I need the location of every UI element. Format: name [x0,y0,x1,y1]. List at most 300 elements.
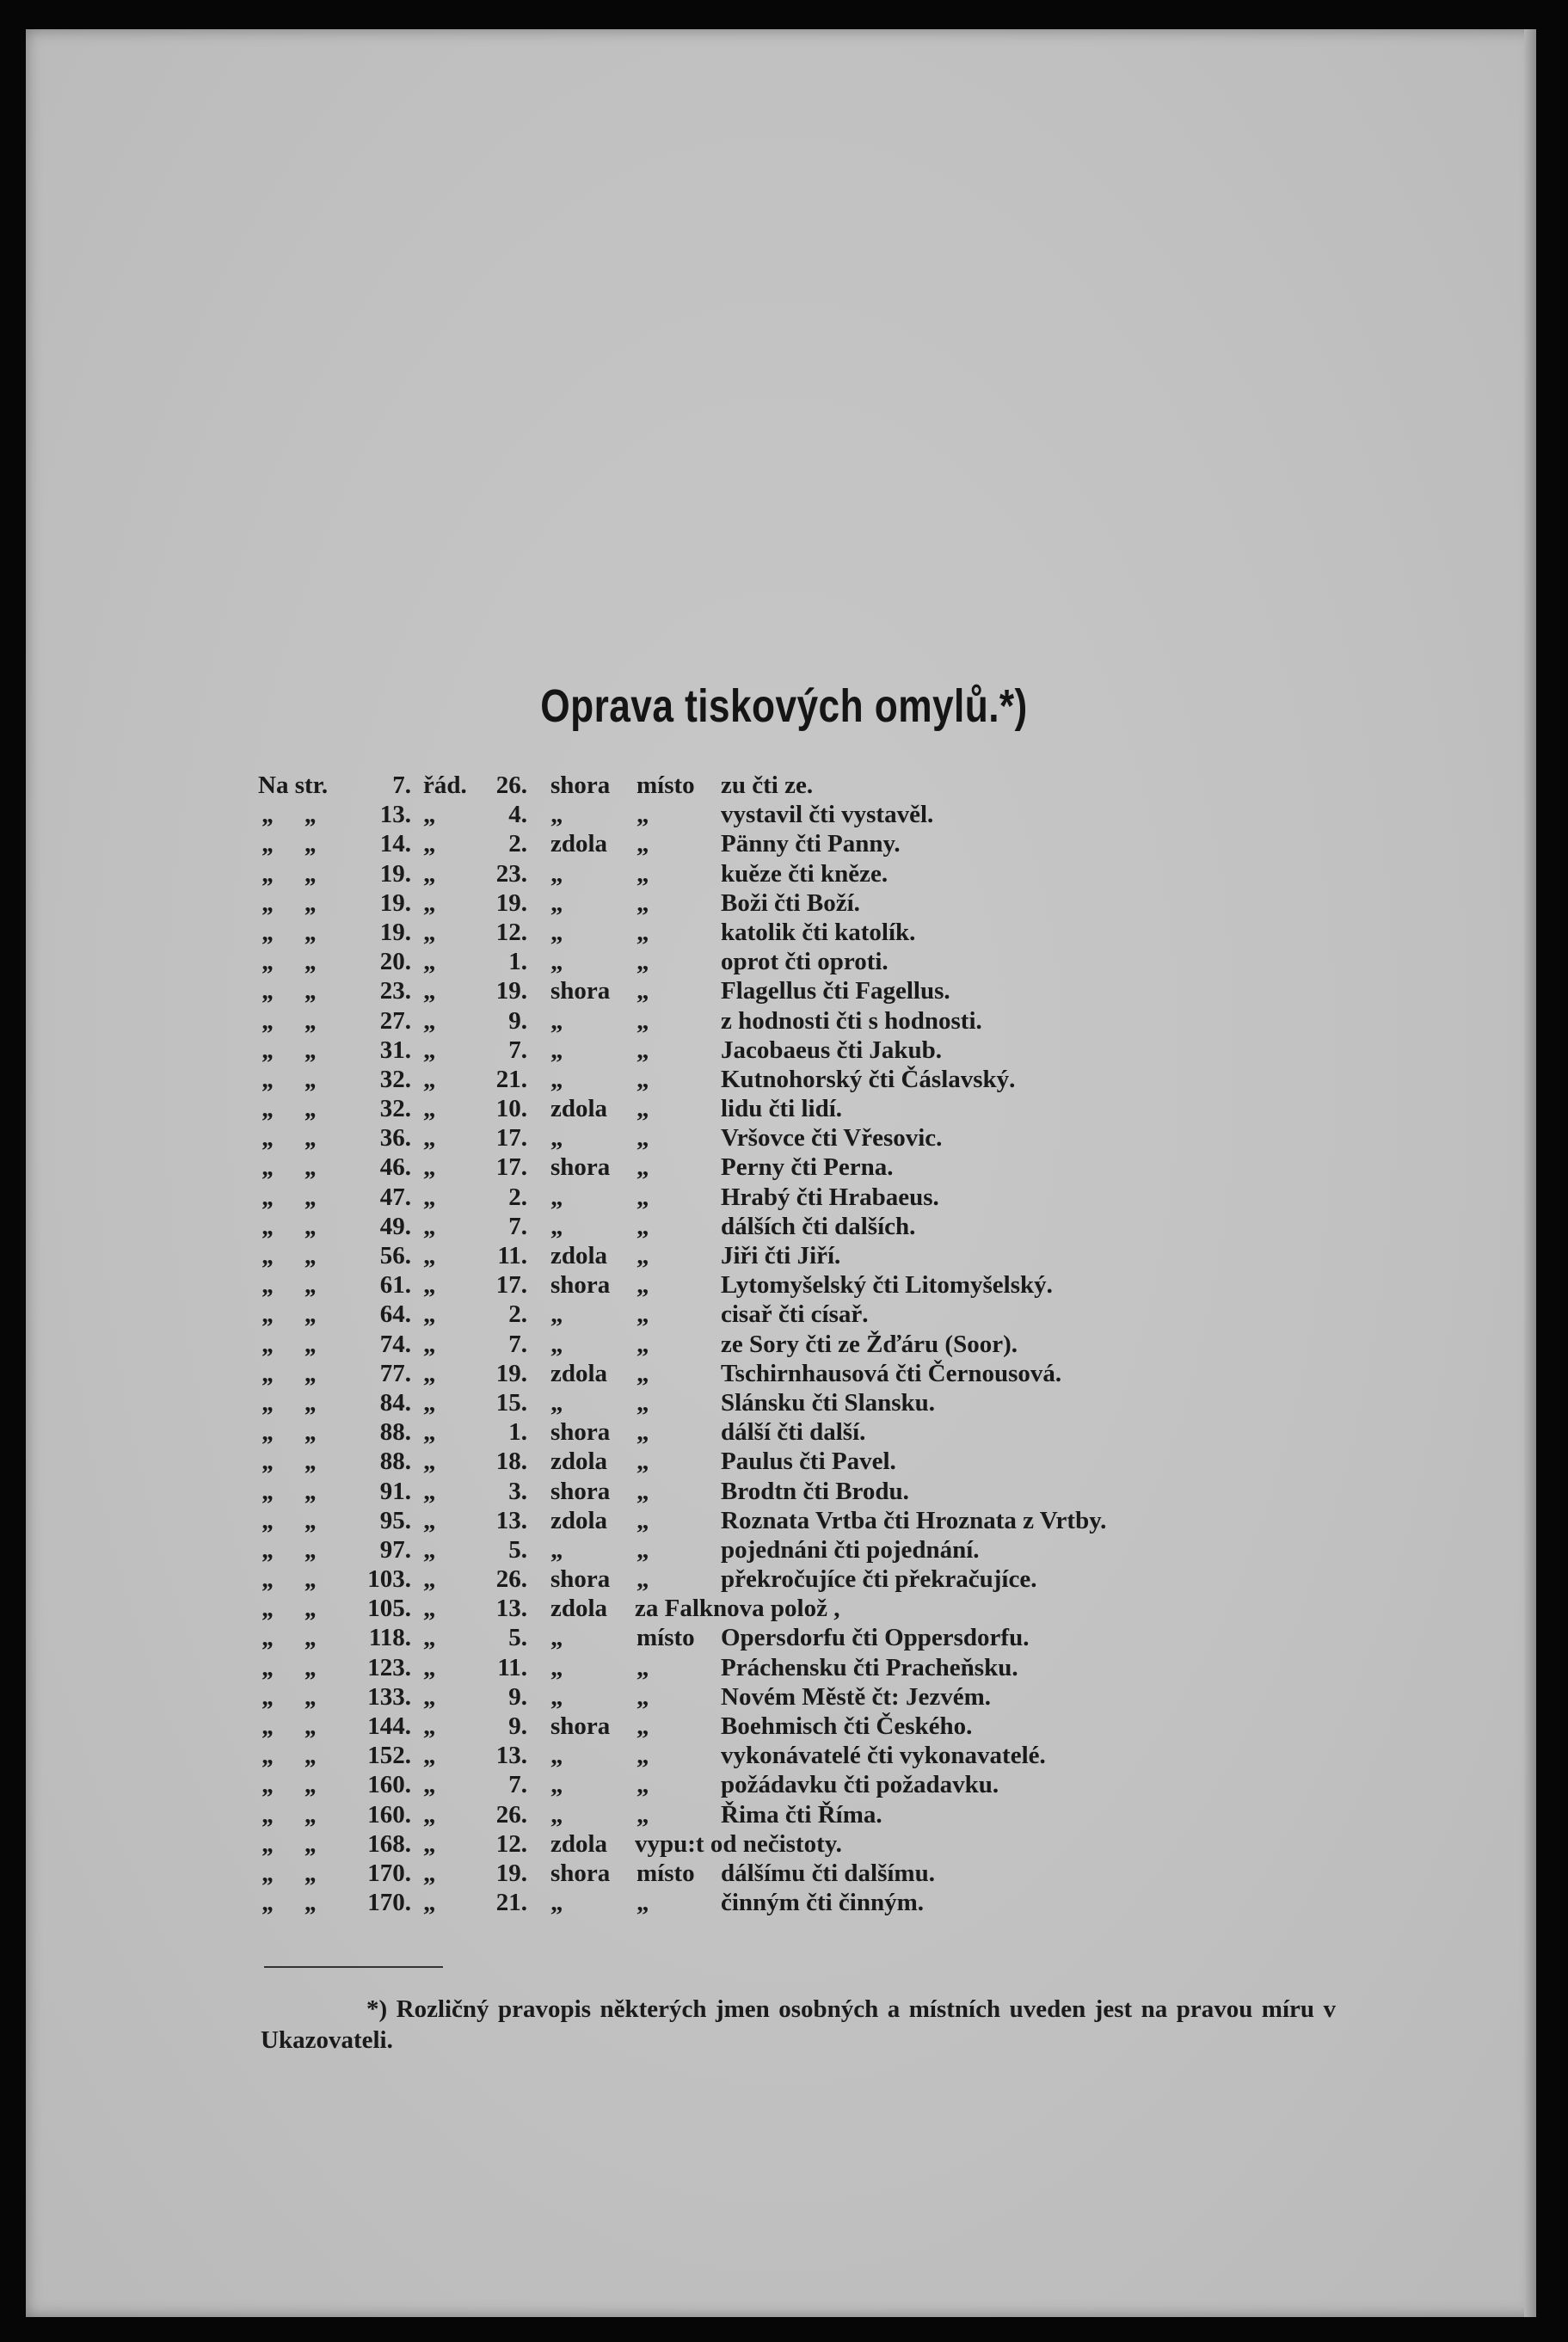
row-ditto-mark: „ „ [262,859,330,888]
row-ditto-mark: „ „ [262,1771,330,1799]
row-page: 105. [367,1595,411,1623]
errata-row [0,1388,1568,1417]
row-ditto-mark: „ „ [262,948,330,976]
row-ditto-mark: „ „ [262,1859,330,1887]
row-rad-ditto: „ [423,1712,436,1740]
row-correction: Slánsku čti Slansku. [721,1388,936,1417]
row-page: 168. [367,1829,411,1858]
row-ditto-mark: „ „ [262,1183,330,1211]
row-ditto-mark: „ „ [262,1300,330,1329]
row-page: 20. [379,948,411,976]
row-direction: „ [550,1006,563,1035]
row-ditto-mark: „ „ [262,1742,330,1770]
row-page: 123. [367,1653,411,1681]
row-misto: „ [636,801,649,829]
row-correction: Brodtn čti Brodu. [721,1477,909,1505]
errata-row [0,1359,1568,1388]
row-line: 9. [508,1006,527,1035]
row-rad-ditto: „ [423,1653,436,1681]
row-rad-ditto: „ [423,1124,436,1153]
row-direction: „ [550,1653,563,1681]
row-ditto-mark: „ „ [262,1153,330,1182]
row-misto: „ [636,1771,649,1799]
row-line: 10. [495,1095,527,1123]
row-rad-ditto: „ [423,1212,436,1240]
row-correction: dálšímu čti dalšímu. [721,1859,935,1887]
row-direction: „ [550,888,563,917]
row-ditto-mark: „ „ [262,1388,330,1417]
row-direction: „ [550,801,563,829]
row-rad-ditto: „ [423,1448,436,1476]
errata-list [0,771,1568,1917]
errata-row [0,947,1568,976]
row-page: 144. [367,1712,411,1740]
row-correction: ze Sory čti ze Žďáru (Soor). [721,1330,1018,1358]
errata-row [0,1800,1568,1829]
row-correction: Jacobaeus čti Jakub. [721,1036,943,1064]
row-page: 160. [367,1800,411,1829]
row-rad-ditto: „ [423,1006,436,1035]
row-correction: činným čti činným. [721,1889,925,1917]
row-direction: zdola [550,1448,608,1476]
row-ditto-mark: „ „ [262,1535,330,1564]
row-line: 2. [508,1300,527,1329]
row-ditto-mark: „ „ [262,1330,330,1358]
row-page: 95. [379,1506,411,1534]
errata-row [0,800,1568,829]
row-rad-ditto: „ [423,1153,436,1182]
row-direction: „ [550,918,563,946]
row-correction: překročujíce čti překračujíce. [721,1565,1037,1594]
row-direction: „ [550,948,563,976]
row-correction: lidu čti lidí. [721,1095,843,1123]
errata-row [0,1270,1568,1300]
row-ditto-mark: „ „ [262,1448,330,1476]
row-misto: místo [636,771,695,799]
row-misto: „ [636,1300,649,1329]
errata-row [0,1417,1568,1447]
row-misto: „ [636,1212,649,1240]
row-correction: Jiři čti Jiří. [721,1242,841,1269]
row-correction: Roznata Vrtba čti Hroznata z Vrtby. [721,1506,1107,1534]
row-direction: „ [550,1624,563,1652]
row-line: 13. [495,1742,527,1770]
row-page: 170. [367,1859,411,1887]
errata-row [0,1006,1568,1036]
row-correction: Hrabý čti Hrabaeus. [721,1183,939,1211]
row-misto: „ [636,977,649,1005]
row-line: 26. [495,1800,527,1829]
errata-row [0,1682,1568,1712]
row-misto: „ [636,1388,649,1417]
row-page: 49. [379,1212,411,1240]
row-direction: zdola [550,1359,608,1387]
row-ditto-mark: „ „ [262,1800,330,1829]
row-direction: shora [550,1859,611,1887]
row-direction: „ [550,1771,563,1799]
row-direction: shora [550,977,611,1005]
row-rad-ditto: „ [423,1065,436,1093]
row-rad-ditto: „ [423,1595,436,1623]
row-page: 23. [379,977,411,1005]
row-page: 13. [379,801,411,829]
row-correction: Tschirnhausová čti Černousová. [721,1359,1062,1387]
row-direction: „ [550,1036,563,1064]
row-misto: „ [636,1036,649,1064]
row-correction: zu čti ze. [721,771,814,799]
row-line: 11. [497,1242,527,1269]
errata-row [0,1123,1568,1153]
row-correction: za Falknova polož , [635,1595,840,1623]
row-correction: vystavil čti vystavěl. [721,801,934,829]
row-misto: „ [636,1418,649,1447]
row-rad-ditto: „ [423,1506,436,1534]
row-ditto-mark: „ „ [262,1477,330,1505]
row-direction: zdola [550,1829,608,1858]
errata-row [0,1447,1568,1476]
row-misto: „ [636,888,649,917]
row-misto: „ [636,1889,649,1917]
row-correction: Kutnohorský čti Čáslavský. [721,1065,1016,1093]
row-misto: „ [636,1359,649,1387]
row-page: 19. [379,859,411,888]
row-rad-ditto: „ [423,1624,436,1652]
row-direction: shora [550,1477,611,1505]
errata-row [0,1065,1568,1094]
row-page: 19. [379,888,411,917]
row-page: 160. [367,1771,411,1799]
row-ditto-mark: „ „ [262,1006,330,1035]
row-correction: dálších čti dalších. [721,1212,916,1240]
row-line: 4. [508,801,527,829]
row-page: 64. [379,1300,411,1329]
row-direction: „ [550,1682,563,1711]
row-rad-ditto: „ [423,1771,436,1799]
row-page: 61. [379,1271,411,1300]
row-ditto-mark: „ „ [262,1506,330,1534]
row-ditto-mark: „ „ [262,1653,330,1681]
row-correction: Lytomyšelský čti Litomyšelský. [721,1271,1053,1300]
errata-row [0,888,1568,918]
errata-row [0,1859,1568,1888]
row-ditto-mark: „ „ [262,977,330,1005]
errata-row [0,1741,1568,1770]
footnote-divider [264,1966,443,1968]
row-line: 12. [495,1829,527,1858]
row-direction: zdola [550,1095,608,1123]
row-line: 23. [495,859,527,888]
errata-row [0,1330,1568,1359]
row-misto: „ [636,1153,649,1182]
row-correction: vykonávatelé čti vykonavatelé. [721,1742,1046,1770]
row-ditto-mark: „ „ [262,1036,330,1064]
row-misto: „ [636,1448,649,1476]
row-page: 152. [367,1742,411,1770]
row-misto: „ [636,1330,649,1358]
errata-row [0,1183,1568,1212]
errata-row [0,1888,1568,1917]
row-ditto-mark: „ „ [262,1212,330,1240]
row-misto: „ [636,1183,649,1211]
errata-row [0,1623,1568,1652]
row-correction: cisař čti císař. [721,1300,869,1329]
row-misto: „ [636,1712,649,1740]
errata-row [0,1212,1568,1241]
errata-row [0,1770,1568,1799]
row-direction: shora [550,1418,611,1447]
row-rad-ditto: „ [423,1183,436,1211]
row-ditto-mark: „ „ [262,1595,330,1623]
row-rad-ditto: „ [423,1036,436,1064]
row-page: 56. [379,1242,411,1269]
row-direction: „ [550,1212,563,1240]
row-direction: „ [550,1742,563,1770]
row-misto: „ [636,1095,649,1123]
row-misto: „ [636,1800,649,1829]
row-page: 74. [379,1330,411,1358]
row-rad-ditto: „ [423,1242,436,1269]
errata-row [0,829,1568,858]
row-line: 11. [497,1653,527,1681]
row-ditto-mark: „ „ [262,1889,330,1917]
row-ditto-mark: „ „ [262,1565,330,1594]
row-ditto-mark: „ „ [262,1624,330,1652]
row-misto: „ [636,1653,649,1681]
row-direction: shora [550,1565,611,1594]
row-rad-ditto: „ [423,1535,436,1564]
row-correction: Pänny čti Panny. [721,830,901,858]
row-ditto-mark: „ „ [262,1829,330,1858]
row-misto: „ [636,1565,649,1594]
row-ditto-mark: „ „ [262,1418,330,1447]
row-correction: požádavku čti požadavku. [721,1771,999,1799]
row-ditto-mark: „ „ [262,1095,330,1123]
row-rad-ditto: „ [423,1565,436,1594]
row-misto: „ [636,1124,649,1153]
footnote: *) Rozličný pravopis některých jmen osobných a místních uveden jest na pravou míru v Ukazovateli. [261,1995,1336,2054]
row-rad-ditto: „ [423,1359,436,1387]
row-page: 103. [367,1565,411,1594]
row-direction: „ [550,1124,563,1153]
row-misto: „ [636,859,649,888]
errata-row [0,1506,1568,1535]
row-line: 13. [495,1595,527,1623]
row-page: 88. [379,1418,411,1447]
row-page: 31. [379,1036,411,1064]
row-correction: vypu:t od nečistoty. [635,1829,842,1858]
row-correction: z hodnosti čti s hodnosti. [721,1006,982,1035]
row-direction: zdola [550,1595,608,1623]
row-line: 17. [495,1124,527,1153]
row-correction: Řima čti Říma. [721,1800,882,1829]
errata-row [0,1653,1568,1682]
row-page: 97. [379,1535,411,1564]
row-page: 36. [379,1124,411,1153]
row-ditto-mark: „ „ [262,1359,330,1387]
row-page: 46. [379,1153,411,1182]
errata-row [0,1564,1568,1594]
row-rad-ditto: „ [423,1742,436,1770]
row-correction: Boži čti Boží. [721,888,860,917]
row-page: 47. [379,1183,411,1211]
errata-row [0,1477,1568,1506]
row-correction: Flagellus čti Fagellus. [721,977,950,1005]
row-line: 19. [495,1859,527,1887]
row-ditto-mark: „ „ [262,1271,330,1300]
row-misto: „ [636,1535,649,1564]
row-rad-ditto: „ [423,1095,436,1123]
row-direction: „ [550,1535,563,1564]
row-rad-ditto: „ [423,1330,436,1358]
row-rad-ditto: „ [423,948,436,976]
row-page: 170. [367,1889,411,1917]
page-title: Oprava tiskových omylů.*) [540,680,1028,732]
row-correction: oprot čti oproti. [721,948,889,976]
row-line: 17. [495,1153,527,1182]
row-direction: „ [550,1300,563,1329]
row-misto: „ [636,1506,649,1534]
row-line: 26. [495,771,527,799]
row-misto: „ [636,918,649,946]
row-ditto-mark: „ „ [262,1712,330,1740]
row-ditto-mark: „ „ [262,1242,330,1269]
row-page: 77. [379,1359,411,1387]
row-page: 88. [379,1448,411,1476]
row-page: 133. [367,1682,411,1711]
errata-row [0,1094,1568,1123]
row-page: 84. [379,1388,411,1417]
row-rad-label: řád. [423,771,467,799]
row-line: 1. [508,948,527,976]
row-correction: Paulus čti Pavel. [721,1448,896,1476]
row-direction: shora [550,771,611,799]
row-line: 17. [495,1271,527,1300]
row-rad-ditto: „ [423,918,436,946]
row-misto: „ [636,948,649,976]
row-direction: „ [550,859,563,888]
row-line: 21. [495,1889,527,1917]
row-direction: „ [550,1330,563,1358]
row-line: 5. [508,1624,527,1652]
row-misto: místo [636,1624,695,1652]
row-misto: „ [636,1242,649,1269]
row-ditto-mark: „ „ [262,918,330,946]
row-page: 118. [368,1624,411,1652]
errata-row [0,1535,1568,1564]
row-line: 7. [508,1036,527,1064]
row-line: 1. [508,1418,527,1447]
row-rad-ditto: „ [423,1300,436,1329]
row-correction: kuěze čti kněze. [721,859,889,888]
errata-row [0,1036,1568,1065]
row-correction: Opersdorfu čti Oppersdorfu. [721,1624,1030,1652]
row-rad-ditto: „ [423,1477,436,1505]
row-misto: „ [636,1006,649,1035]
errata-row [0,859,1568,888]
row-direction: „ [550,1889,563,1917]
row-line: 19. [495,888,527,917]
row-line: 7. [508,1330,527,1358]
row-page: 91. [379,1477,411,1505]
row-misto: místo [636,1859,695,1887]
row-correction: dálší čti další. [721,1418,866,1447]
row-page: 14. [379,830,411,858]
row-rad-ditto: „ [423,1388,436,1417]
row-direction: „ [550,1388,563,1417]
row-page: 19. [379,918,411,946]
row-rad-ditto: „ [423,1859,436,1887]
row-direction: „ [550,1800,563,1829]
row-misto: „ [636,1271,649,1300]
row-misto: „ [636,830,649,858]
row-line: 19. [495,1359,527,1387]
row-rad-ditto: „ [423,1829,436,1858]
row-rad-ditto: „ [423,1418,436,1447]
row-correction: Vršovce čti Vřesovic. [721,1124,943,1153]
row-ditto-mark: „ „ [262,1682,330,1711]
row-correction: Perny čti Perna. [721,1153,894,1182]
row-line: 5. [508,1535,527,1564]
row-line: 2. [508,1183,527,1211]
errata-row [0,771,1568,800]
row-ditto-mark: „ „ [262,1065,330,1093]
row-rad-ditto: „ [423,977,436,1005]
row-line: 7. [508,1212,527,1240]
row-ditto-mark: „ „ [262,888,330,917]
row-line: 19. [495,977,527,1005]
row-correction: pojednáni čti pojednání. [721,1535,980,1564]
errata-row [0,1300,1568,1329]
errata-row [0,1829,1568,1859]
errata-row [0,1241,1568,1270]
row-page: 27. [379,1006,411,1035]
row-line: 13. [495,1506,527,1534]
row-direction: zdola [550,1506,608,1534]
row-page: 7. [392,771,411,799]
row-direction: zdola [550,1242,608,1269]
row-correction: katolik čti katolík. [721,918,916,946]
errata-row [0,1594,1568,1623]
row-rad-ditto: „ [423,859,436,888]
row-direction: shora [550,1271,611,1300]
row-line: 21. [495,1065,527,1093]
row-ditto-mark: „ „ [262,801,330,829]
row-ditto-mark: „ „ [262,830,330,858]
row-correction: Boehmisch čti Českého. [721,1712,973,1740]
row-direction: shora [550,1153,611,1182]
row-rad-ditto: „ [423,1271,436,1300]
row-misto: „ [636,1682,649,1711]
row-label-na-str: Na str. [258,771,329,799]
errata-row [0,1153,1568,1182]
row-rad-ditto: „ [423,801,436,829]
row-rad-ditto: „ [423,1889,436,1917]
row-page: 32. [379,1065,411,1093]
row-rad-ditto: „ [423,1800,436,1829]
row-correction: Novém Městě čt: Jezvém. [721,1682,991,1711]
row-correction: Práchensku čti Pracheňsku. [721,1653,1018,1681]
row-rad-ditto: „ [423,1682,436,1711]
errata-row [0,976,1568,1005]
errata-row [0,1712,1568,1741]
row-rad-ditto: „ [423,888,436,917]
row-rad-ditto: „ [423,830,436,858]
row-line: 2. [508,830,527,858]
row-direction: shora [550,1712,611,1740]
row-line: 15. [495,1388,527,1417]
row-line: 26. [495,1565,527,1594]
row-misto: „ [636,1065,649,1093]
